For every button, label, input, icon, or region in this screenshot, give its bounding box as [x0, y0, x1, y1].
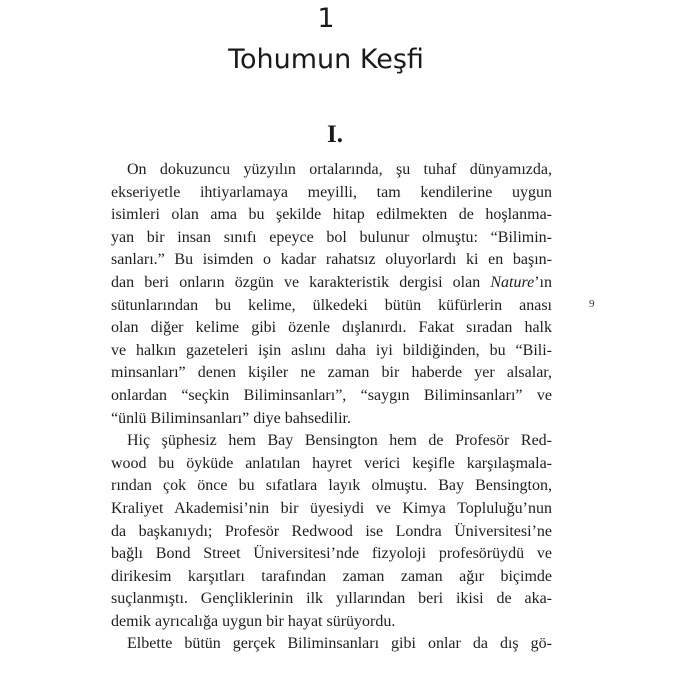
- text-line: da başkanıydı; Profesör Redwood ise Londra Üniversitesi’ne: [111, 522, 552, 540]
- text-line: onlardan “seçkin Biliminsanları”, “saygın Biliminsanları” ve: [111, 386, 552, 404]
- text-line: suçlanmıştı. Gençliklerinin ilk yıllarından beri ikisi de aka-: [111, 590, 552, 608]
- text-line: ve halkın gazeteleri işin aslını daha iyi bildiğinden, bu “Bili-: [111, 341, 552, 359]
- text-line: Kraliyet Akademisi’nin bir üyesiydi ve Kimya Topluluğu’nun: [111, 499, 552, 517]
- text-line: demik ayrıcalığa uygun bir hayat sürüyordu.: [111, 612, 396, 630]
- text-line: sanları.” Bu isimden o kadar rahatsız oluyorlardı ki en başın-: [111, 251, 552, 269]
- chapter-number: 1: [317, 3, 335, 34]
- text-line: dirikesim karşıtları tarafından zaman zaman ağır biçimde: [111, 567, 552, 585]
- text-line: minsanları” denen kişiler ne zaman bir haberde yer alsalar,: [111, 364, 552, 382]
- section-heading: I.: [327, 121, 343, 148]
- text-line: dan beri onların özgün ve karakteristik dergisi olan Nature’ın: [111, 273, 552, 291]
- chapter-title: Tohumun Keşfi: [228, 44, 424, 75]
- body-text: [111, 159, 552, 656]
- text-line: Hiç şüphesiz hem Bay Bensington hem de Profesör Red-: [127, 432, 552, 450]
- text-line: Elbette bütün gerçek Biliminsanları gibi onlar da dış gö-: [127, 635, 552, 653]
- text-line: rından çok önce bu sıfatlara layık olmuştu. Bay Bensington,: [111, 477, 552, 495]
- text-line: On dokuzuncu yüzyılın ortalarında, şu tuhaf dünyamızda,: [127, 161, 552, 178]
- text-line: “ünlü Biliminsanları” diye bahsedilir.: [111, 409, 351, 427]
- text-line: sütunlarından bu kelime, ülkedeki bütün küfürlerin anası: [111, 296, 552, 314]
- page-number: 9: [589, 298, 595, 310]
- text-line: olan diğer kelime gibi özenle dışlanırdı. Fakat sıradan halk: [111, 319, 552, 337]
- text-line: bağlı Bond Street Üniversitesi’nde fizyoloji profesörüydü ve: [111, 545, 552, 563]
- text-line: isimleri olan ama bu şekilde hitap edilmekten de hoşlanma-: [111, 206, 552, 224]
- text-line: wood bu öyküde anlatılan hayret verici keşifle karşılaşmala-: [111, 454, 552, 472]
- text-line: ekseriyetle ihtiyarlamaya meyilli, tam kendilerine uygun: [111, 183, 552, 201]
- text-line: yan bir insan sınıfı epeyce bol bulunur olmuştu: “Bilimin-: [111, 228, 552, 246]
